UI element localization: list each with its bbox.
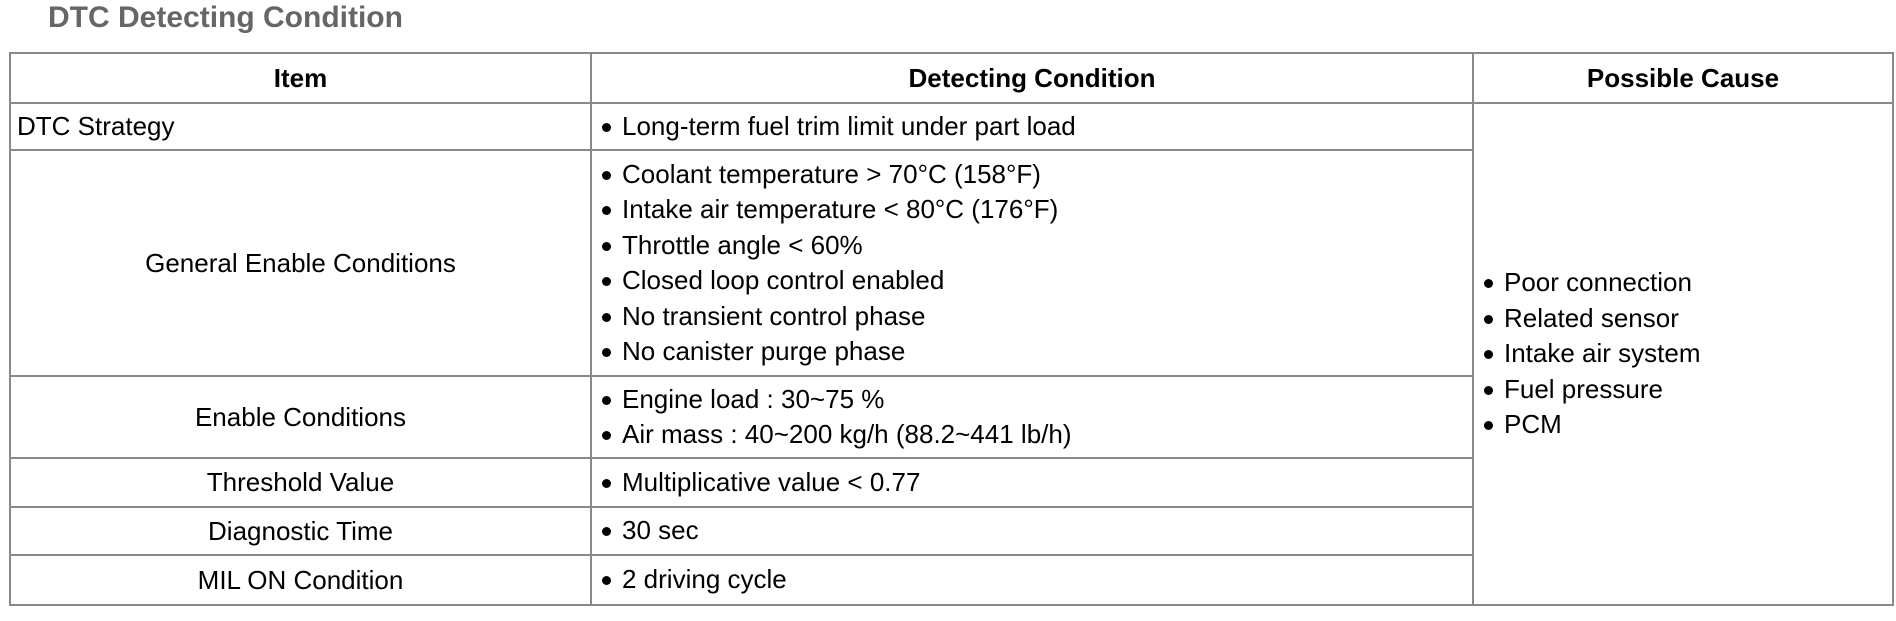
condition-item: No canister purge phase (600, 334, 1472, 370)
cause-item: PCM (1482, 407, 1892, 443)
condition-item: Throttle angle < 60% (600, 228, 1472, 264)
row-item-label: Threshold Value (10, 458, 591, 507)
header-possible-cause: Possible Cause (1473, 53, 1893, 103)
condition-item: 2 driving cycle (600, 562, 1472, 598)
cause-item: Fuel pressure (1482, 372, 1892, 408)
row-item-label: General Enable Conditions (10, 150, 591, 376)
row-conditions (591, 376, 1473, 458)
header-detecting-condition: Detecting Condition (591, 53, 1473, 103)
condition-item: Air mass : 40~200 kg/h (88.2~441 lb/h) (600, 417, 1472, 453)
page-title: DTC Detecting Condition (48, 1, 403, 34)
condition-item: No transient control phase (600, 299, 1472, 335)
table-header-row (10, 53, 1893, 103)
row-item-label: MIL ON Condition (10, 555, 591, 605)
row-conditions (591, 150, 1473, 376)
cause-item: Intake air system (1482, 336, 1892, 372)
condition-item: Multiplicative value < 0.77 (600, 465, 1472, 501)
cause-item: Related sensor (1482, 301, 1892, 337)
row-conditions (591, 458, 1473, 507)
dtc-condition-table (9, 52, 1894, 606)
condition-item: 30 sec (600, 513, 1472, 549)
condition-item: Intake air temperature < 80°C (176°F) (600, 192, 1472, 228)
condition-item: Long-term fuel trim limit under part load (600, 109, 1472, 145)
condition-item: Coolant temperature > 70°C (158°F) (600, 157, 1472, 193)
possible-cause-cell (1473, 103, 1893, 605)
row-item-label: Enable Conditions (10, 376, 591, 458)
table-row (10, 103, 1893, 150)
row-item-label: DTC Strategy (10, 103, 591, 150)
row-conditions (591, 555, 1473, 605)
row-item-label: Diagnostic Time (10, 507, 591, 555)
condition-item: Closed loop control enabled (600, 263, 1472, 299)
row-conditions (591, 103, 1473, 150)
cause-item: Poor connection (1482, 265, 1892, 301)
condition-item: Engine load : 30~75 % (600, 382, 1472, 418)
row-conditions (591, 507, 1473, 555)
header-item: Item (10, 53, 591, 103)
